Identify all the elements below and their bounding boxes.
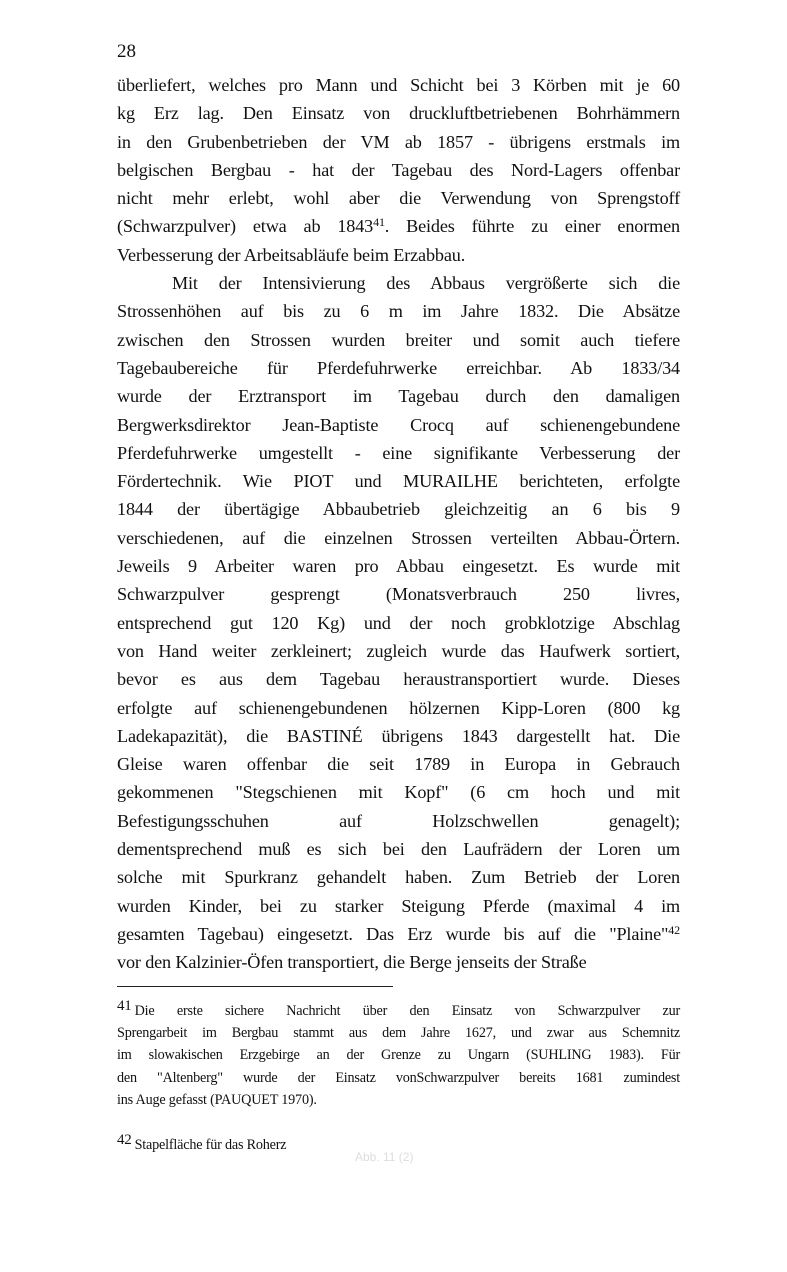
text-line: Bergwerksdirektor Jean-Baptiste Crocq auf schienengebundene (117, 414, 680, 435)
text-line: verschiedenen, auf die einzelnen Strossen verteilten Abbau-Örtern. (117, 527, 680, 548)
body-text (117, 71, 680, 977)
text-line: Pferdefuhrwerke umgestellt - eine signifikante Verbesserung der (117, 442, 680, 463)
text-line: von Hand weiter zerkleinert; zugleich wurde das Haufwerk sortiert, (117, 640, 680, 661)
text-line-segment: (Schwarzpulver) etwa ab 1843 (117, 216, 374, 237)
footnote-reference: 41 (373, 215, 385, 230)
footnote-line (117, 1044, 680, 1066)
footnote-separator (117, 986, 393, 987)
text-line: wurde der Erztransport im Tagebau durch den damaligen (117, 386, 680, 407)
footnote-text: Sprengarbeit im Bergbau stammt aus dem Jahre 1627, und zwar aus Schemnitz (117, 1025, 680, 1042)
footnote-41 (117, 1000, 680, 1111)
text-line: Ladekapazität), die BASTINÉ übrigens 1843 dargestellt hat. Die (117, 725, 680, 746)
footnote-reference: 42 (668, 922, 680, 937)
footnote-number: 41 (117, 998, 132, 1014)
text-line: 1844 der übertägige Abbaubetrieb gleichzeitig an 6 bis 9 (117, 499, 680, 520)
footnote-text: Stapelfläche für das Roherz (134, 1136, 287, 1153)
text-line: wurden Kinder, bei zu starker Steigung Pferde (maximal 4 im (117, 895, 680, 916)
text-line: zwischen den Strossen wurden breiter und somit auch tiefere (117, 329, 680, 350)
text-line: dementsprechend muß es sich bei den Laufrädern der Loren um (117, 839, 680, 860)
footnote-text: im slowakischen Erzgebirge an der Grenze zu Ungarn (SUHLING 1983). Für (117, 1047, 680, 1064)
text-line (117, 212, 680, 240)
footnote-line (117, 1000, 680, 1022)
text-line: belgischen Bergbau - hat der Tagebau des Nord-Lagers offenbar (117, 159, 680, 180)
text-line: nicht mehr erlebt, wohl aber die Verwendung von Sprengstoff (117, 188, 680, 209)
text-line: vor den Kalzinier-Öfen transportiert, die Berge jenseits der Straße (117, 952, 587, 973)
footnote-text: Die erste sichere Nachricht über den Einsatz von Schwarzpulver zur (134, 1003, 680, 1019)
text-line: Tagebaubereiche für Pferdefuhrwerke erreichbar. Ab 1833/34 (117, 357, 680, 378)
text-line (117, 920, 680, 948)
footnote-line (117, 1089, 680, 1111)
footnotes (117, 1000, 680, 1156)
text-line: solche mit Spurkranz gehandelt haben. Zum Betrieb der Loren (117, 867, 680, 888)
footnote-line (117, 1067, 680, 1089)
text-line: kg Erz lag. Den Einsatz von druckluftbetriebenen Bohrhämmern (117, 103, 680, 124)
footnote-text: den "Altenberg" wurde der Einsatz vonSchwarzpulver bereits 1681 zumindest (117, 1069, 680, 1086)
footnote-text: ins Auge gefasst (PAUQUET 1970). (117, 1091, 317, 1108)
footnote-line (117, 1022, 680, 1044)
text-line: Gleise waren offenbar die seit 1789 in Europa in Gebrauch (117, 754, 680, 775)
text-line: Jeweils 9 Arbeiter waren pro Abbau eingesetzt. Es wurde mit (117, 556, 680, 577)
text-line: Fördertechnik. Wie PIOT und MURAILHE berichteten, erfolgte (117, 471, 680, 492)
text-line-segment: gesamten Tagebau) eingesetzt. Das Erz wurde bis auf die "Plaine" (117, 923, 669, 944)
text-line: in den Grubenbetrieben der VM ab 1857 - übrigens erstmals im (117, 131, 680, 152)
text-line: Mit der Intensivierung des Abbaus vergrößerte sich die (172, 273, 680, 294)
page-number: 28 (117, 41, 136, 62)
text-line: Schwarzpulver gesprengt (Monatsverbrauch 250 livres, (117, 584, 680, 605)
footnote-number: 42 (117, 1131, 132, 1148)
text-line: überliefert, welches pro Mann und Schicht bei 3 Körben mit je 60 (117, 75, 680, 95)
text-line: Verbesserung der Arbeitsabläufe beim Erzabbau. (117, 244, 466, 265)
text-line: entsprechend gut 120 Kg) und der noch grobklotzige Abschlag (117, 612, 680, 633)
text-line: Strossenhöhen auf bis zu 6 m im Jahre 1832. Die Absätze (117, 301, 680, 322)
text-line: Befestigungsschuhen auf Holzschwellen genagelt); (117, 810, 680, 831)
watermark-text: Abb. 11 (2) (355, 1150, 414, 1164)
text-line: gekommenen "Stegschienen mit Kopf" (6 cm hoch und mit (117, 782, 680, 803)
text-line-segment: . Beides führte zu einer enormen (384, 216, 680, 237)
text-line: erfolgte auf schienengebundenen hölzernen Kipp-Loren (800 kg (117, 697, 680, 718)
text-line: bevor es aus dem Tagebau heraustransportiert wurde. Dieses (117, 669, 680, 690)
